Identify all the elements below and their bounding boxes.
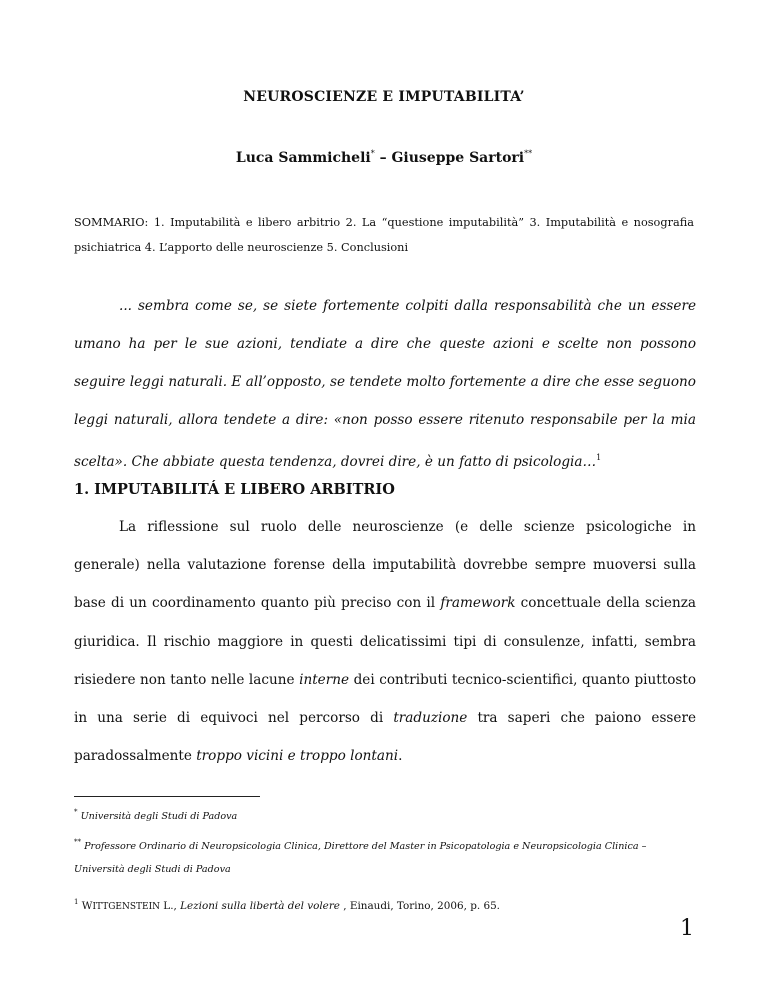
footnote-marker: **	[524, 149, 533, 158]
author-separator: –	[379, 150, 387, 166]
emphasis: troppo vicini e troppo lontani	[196, 748, 399, 765]
summary-label: SOMMARIO:	[74, 216, 149, 229]
cited-title: Lezioni sulla libertà del volere	[180, 900, 340, 912]
author-name: Luca Sammicheli	[235, 150, 371, 166]
footnote-2-continued: Università degli Studi di Padova	[74, 864, 231, 875]
body-paragraph: La riflessione sul ruolo delle neuroscienze (e delle scienze psicologiche in generale) nella valutazione forense della imputabilità dovrebbe sempre muoversi sulla base di un coordinamento quanto più preciso con il framework concettuale della scienza giuridica. Il rischio maggiore in questi delicatissimi tipi di consulenze, infatti, sembra risiedere non tanto nelle lacune interne dei contributi tecnico-scientifici, quanto piuttosto in una serie di equivoci nel percorso di traduzione tra saperi che paiono essere paradossalmente troppo vicini e troppo lontani.	[74, 519, 697, 765]
quote-text: ... sembra come se, se siete fortemente colpiti dalla responsabilità che un essere umano ha per le sue azioni, tendiate a dire che queste azioni e scelte non possono seguire leggi naturali. E all’opposto, se tendete molto fortemente a dire che esse seguono leggi naturali, allora tendete a dire: «non posso essere ritenuto responsabile per la mia scelta». Che abbiate questa tendenza, dovrei dire, è un fatto di psicologia…	[74, 298, 696, 470]
section-heading: 1. IMPUTABILITÁ E LIBERO ARBITRIO	[74, 481, 395, 498]
author-name: Giuseppe Sartori	[391, 150, 525, 166]
emphasis: interne	[299, 671, 350, 688]
footnote-3: $^1$ WITTGENSTEIN L., Lezioni sulla libertà del volere , Einaudi, Torino, 2006, p. 65.	[74, 898, 500, 912]
summary	[74, 210, 694, 260]
page-number: 1	[680, 916, 694, 941]
emphasis: framework	[440, 595, 516, 612]
paper-title: NEUROSCIENZE E IMPUTABILITA’	[243, 89, 525, 105]
footnote-1: * Università degli Studi di Padova	[74, 808, 238, 822]
emphasis: traduzione	[393, 710, 468, 727]
epigraph-quote	[74, 287, 696, 481]
footnote-marker: *	[370, 149, 375, 158]
footnote-rule	[74, 796, 260, 797]
summary-text: 1. Imputabilità e libero arbitrio 2. La “questione imputabilità” 3. Imputabilità e nosografia psichiatrica 4. L’apporto delle neuroscienze 5. Conclusioni	[74, 216, 694, 254]
author-line	[0, 149, 768, 166]
footnote-ref: 1	[596, 453, 602, 462]
footnote-2: ** Professore Ordinario di Neuropsicologia Clinica, Direttore del Master in Psicopatologia e Neuropsicologia Clinica –	[74, 838, 647, 852]
